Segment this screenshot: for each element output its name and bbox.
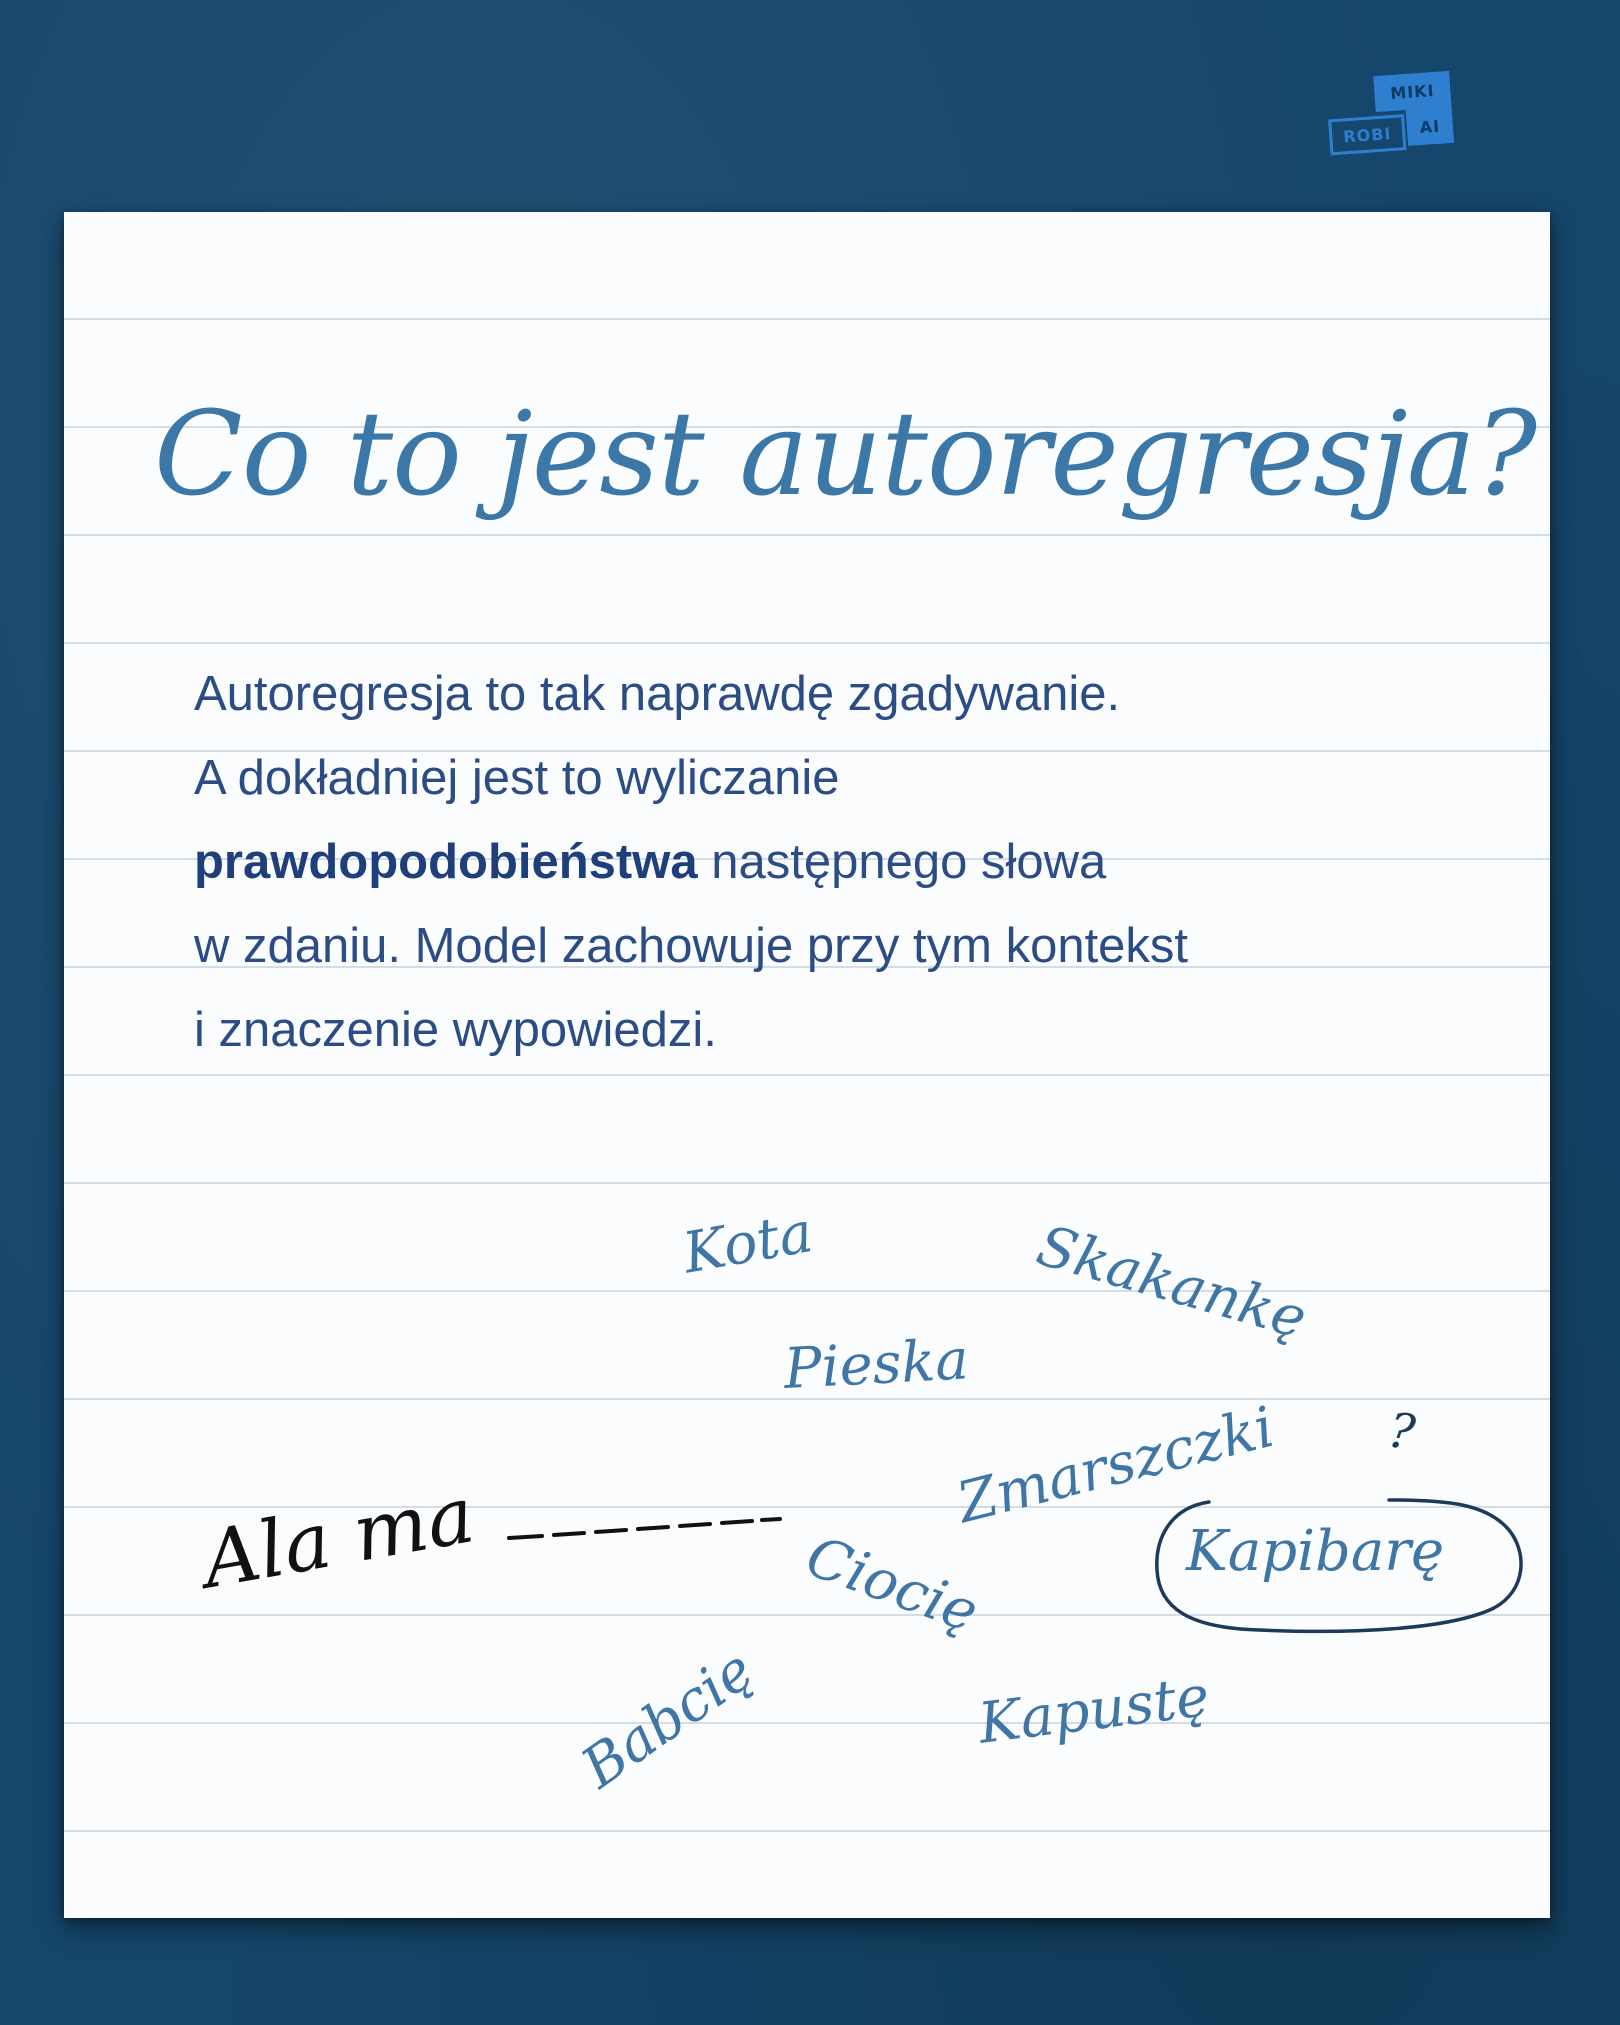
paragraph-line: w zdaniu. Model zachowuje przy tym kontekst [194,919,1189,973]
candidate-word: Babcię [570,1637,766,1802]
candidate-word: Kota [678,1199,818,1287]
logo-robi: ROBI [1328,114,1406,155]
logo-ai: AI [1406,107,1454,146]
highlighted-term: prawdopodobieństwa [194,835,698,889]
candidate-word: Kapustę [975,1664,1213,1757]
paragraph-text: następnego słowa [697,835,1107,889]
selection-circle [1149,1490,1529,1640]
logo [1326,60,1486,170]
candidate-word: Zmarszczki [951,1394,1281,1537]
candidate-word: Ciocię [797,1523,987,1646]
candidate-word: Kapibarę [1186,1519,1445,1584]
paragraph-line: A dokładniej jest to wyliczanie [194,751,840,805]
paragraph-line: Autoregresja to tak naprawdę zgadywanie. [194,667,1121,721]
candidate-word: Pieska [782,1327,971,1402]
paragraph-line: i znaczenie wypowiedzi. [194,1003,717,1057]
explanation-paragraph [194,652,1494,1072]
logo-miki: MIKI [1373,71,1451,112]
page-title: Co to jest autoregresja? [154,387,1537,522]
candidate-word: Skakankę [1030,1213,1314,1352]
question-mark: ? [1385,1402,1419,1462]
example-sentence-start: Ala ma [196,1470,481,1607]
blank-line [504,1490,784,1550]
paragraph-line [194,820,1494,904]
notebook-page [64,212,1550,1918]
